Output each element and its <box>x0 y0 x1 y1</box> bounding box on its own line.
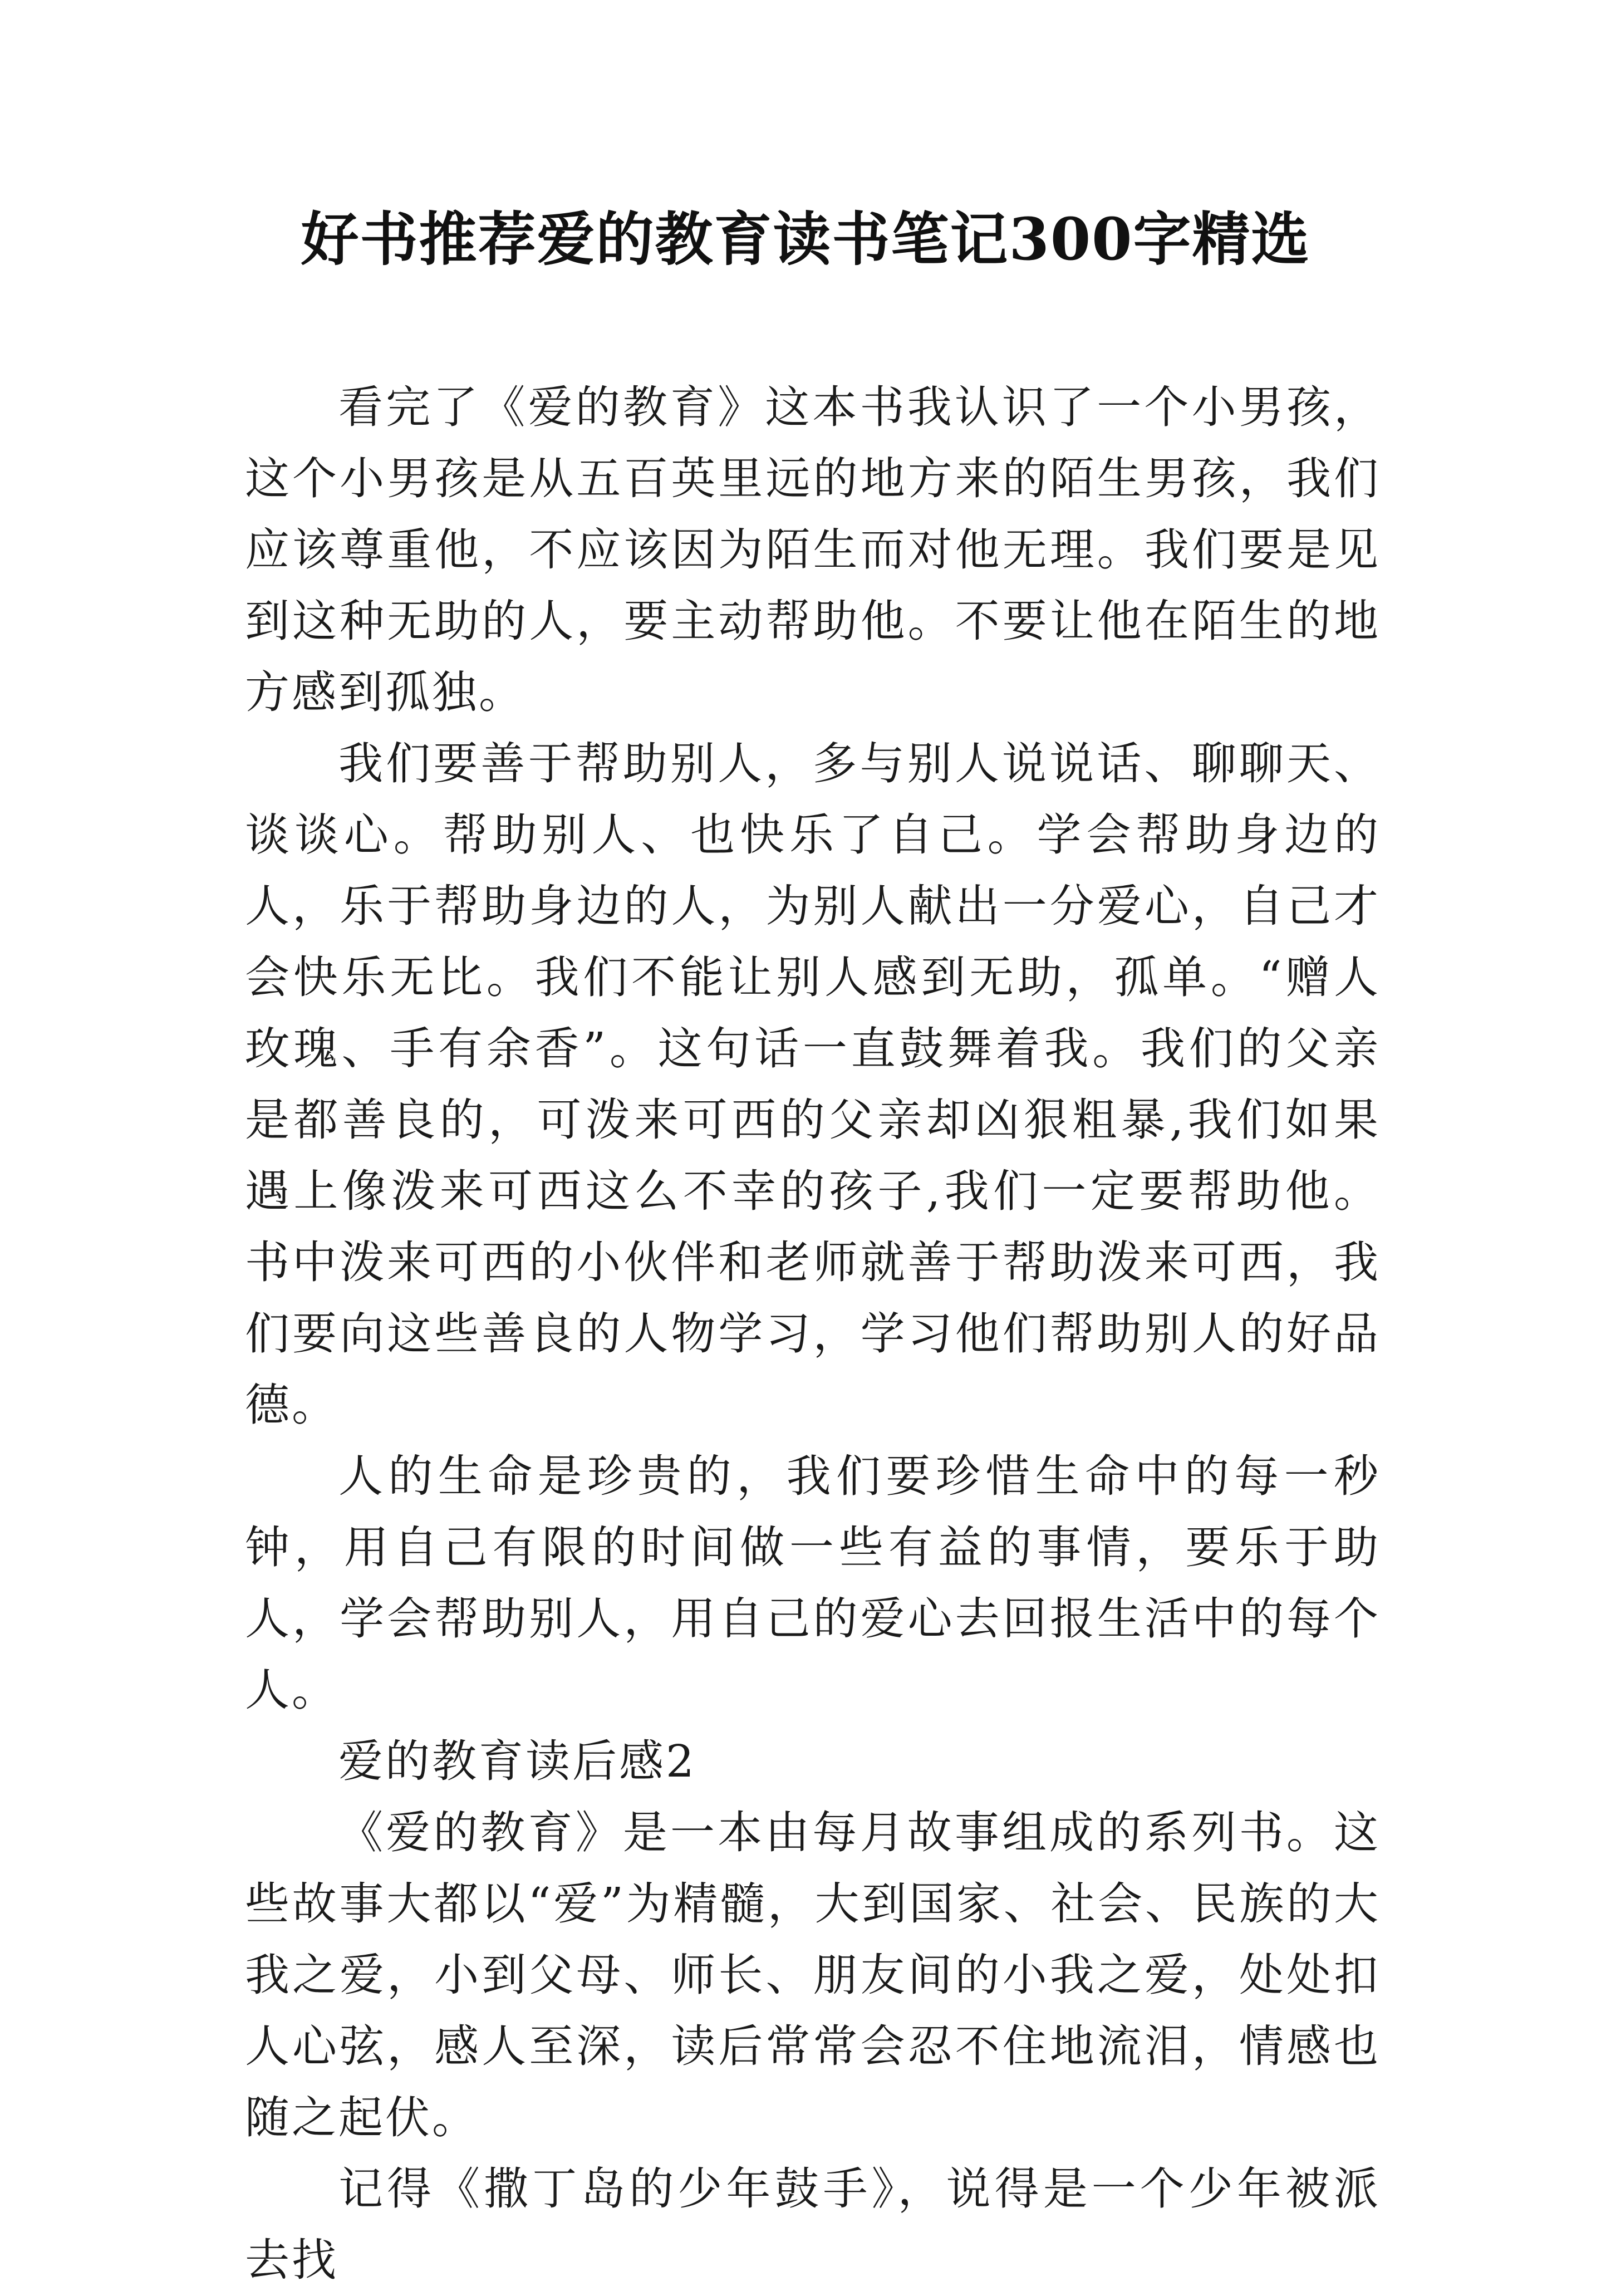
paragraph: 人的生命是珍贵的，我们要珍惜生命中的每一秒钟，用自己有限的时间做一些有益的事情，要乐于助人，学会帮助别人，用自己的爱心去回报生活中的每个人。 <box>245 1450 1381 1716</box>
document-title: 好书推荐爱的教育读书笔记300字精选 <box>301 205 1310 273</box>
document-body <box>245 372 1381 2296</box>
paragraph: 《爱的教育》是一本由每月故事组成的系列书。这些故事大都以“爱”为精髓，大到国家、社会、民族的大我之爱，小到父母、师长、朋友间的小我之爱，处处扣人心弦，感人至深，读后常常会忍不住地流泪，情感也随之起伏。 <box>245 1807 1381 2143</box>
paragraph: 我们要善于帮助别人，多与别人说说话、聊聊天、谈谈心。帮助别人、也快乐了自己。学会帮助身边的人，乐于帮助身边的人，为别人献出一分爱心，自己才会快乐无比。我们不能让别人感到无助，孤单。“赠人玫瑰、手有余香”。这句话一直鼓舞着我。我们的父亲是都善良的，可泼来可西的父亲却凶狠粗暴,我们如果遇上像泼来可西这么不幸的孩子,我们一定要帮助他。书中泼来可西的小伙伴和老师就善于帮助泼来可西，我们要向这些善良的人物学习，学习他们帮助别人的好品德。 <box>245 738 1381 1431</box>
section-heading: 爱的教育读后感2 <box>338 1735 696 1787</box>
paragraph: 记得《撒丁岛的少年鼓手》，说得是一个少年被派去找 <box>245 2163 1381 2286</box>
paragraph: 看完了《爱的教育》这本书我认识了一个小男孩，这个小男孩是从五百英里远的地方来的陌生男孩，我们应该尊重他，不应该因为陌生而对他无理。我们要是见到这种无助的人，要主动帮助他。不要让他在陌生的地方感到孤独。 <box>245 381 1381 718</box>
